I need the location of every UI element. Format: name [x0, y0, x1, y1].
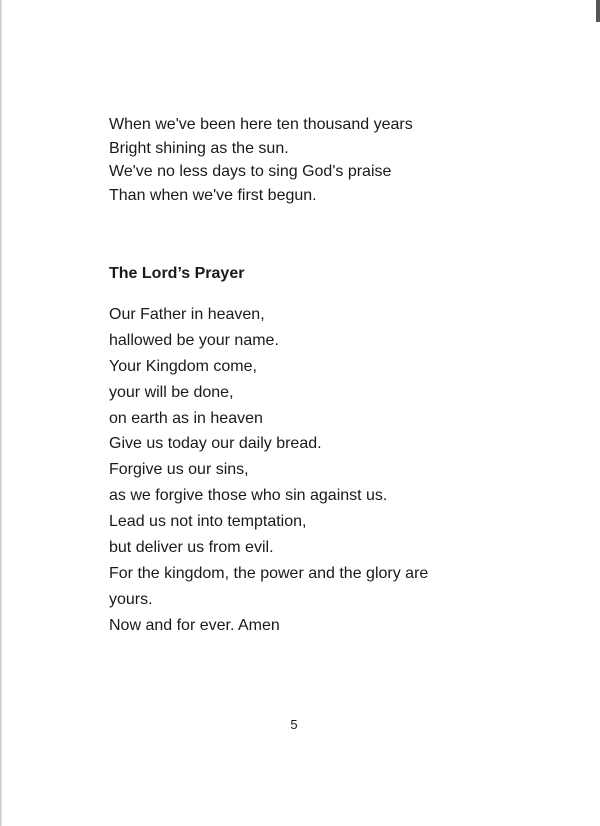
prayer-line: Your Kingdom come, — [109, 357, 257, 375]
prayer-line: For the kingdom, the power and the glory are — [109, 564, 429, 582]
page-right-edge-mark — [596, 0, 600, 22]
prayer-text — [109, 302, 428, 639]
page-number: 5 — [290, 717, 298, 732]
prayer-line: Forgive us our sins, — [109, 461, 249, 479]
prayer-line: Lead us not into temptation, — [109, 513, 307, 531]
prayer-line: yours. — [109, 590, 153, 608]
prayer-line: on earth as in heaven — [109, 409, 263, 427]
prayer-line: as we forgive those who sin against us. — [109, 487, 388, 505]
prayer-line: Our Father in heaven, — [109, 306, 265, 323]
prayer-line: Now and for ever. Amen — [109, 616, 280, 634]
hymn-line: When we've been here ten thousand years — [109, 116, 413, 133]
hymn-line: Bright shining as the sun. — [109, 139, 289, 157]
page-left-edge-shadow — [0, 0, 2, 826]
hymn-line: We've no less days to sing God's praise — [109, 163, 392, 180]
prayer-line: your will be done, — [109, 383, 234, 401]
prayer-line: but deliver us from evil. — [109, 539, 274, 557]
prayer-title: The Lord’s Prayer — [109, 265, 245, 282]
prayer-line: hallowed be your name. — [109, 331, 279, 349]
hymn-verse — [109, 113, 413, 207]
hymn-line: Than when we've first begun. — [109, 186, 317, 204]
prayer-line: Give us today our daily bread. — [109, 435, 322, 453]
